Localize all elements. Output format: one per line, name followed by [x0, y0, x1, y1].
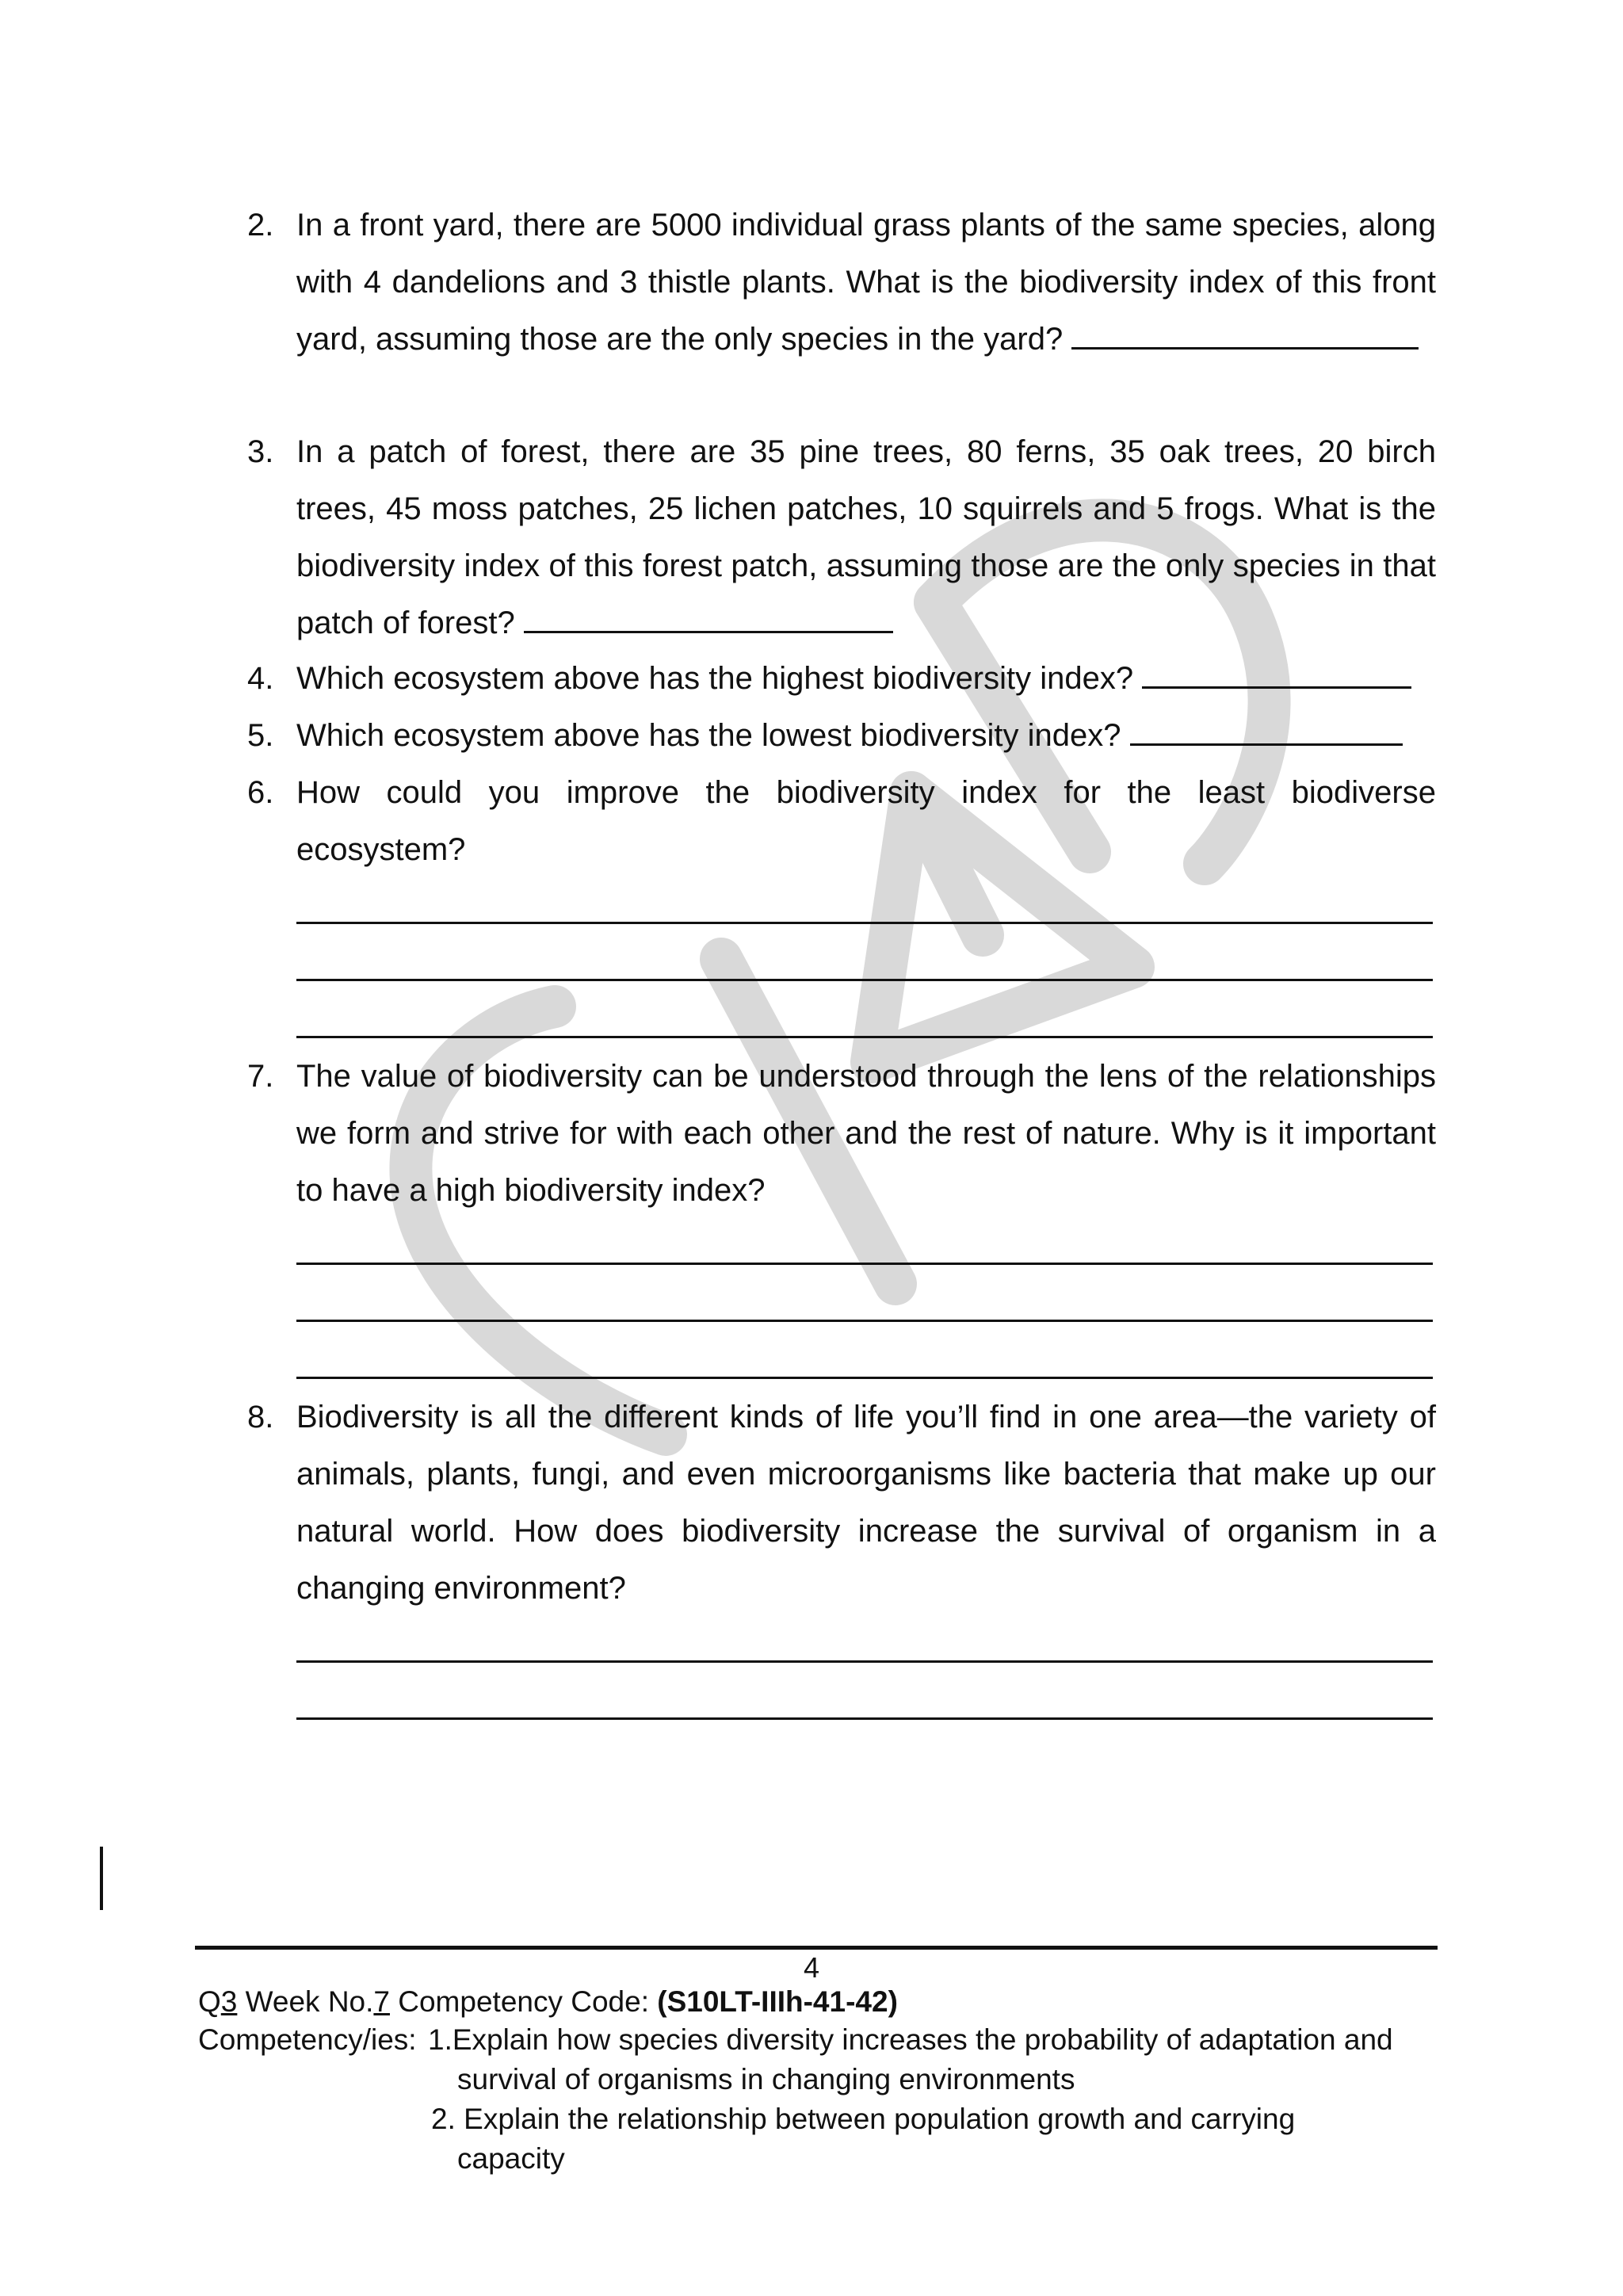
question-2: [247, 197, 1436, 368]
question-text-wrapper: [296, 707, 1436, 764]
question-text: The value of biodiversity can be understood through the lens of the relationships we form and strive for with each other and the rest of nature. Why is it important to have a high biodiversity index?: [296, 1059, 1436, 1208]
question-number: 6.: [247, 775, 274, 810]
question-text: In a front yard, there are 5000 individual grass plants of the same species, along with 4 dandelions and 3 thistle plants. What is the biodiversity index of this front yard, assuming those are the only species in the yard?: [296, 208, 1436, 357]
question-text-wrapper: [296, 650, 1436, 707]
answer-blank[interactable]: [1071, 315, 1419, 350]
competency-code-label: Competency Code:: [389, 1985, 658, 2018]
competencies-label: Competency/ies:: [198, 2023, 417, 2056]
page-number: 4: [803, 1951, 820, 1984]
question-4: [247, 650, 1436, 707]
question-number: 5.: [247, 718, 274, 753]
week-label: Week No.: [237, 1985, 374, 2018]
answer-blank[interactable]: [1142, 655, 1411, 689]
question-number: 7.: [247, 1059, 274, 1094]
competency-1-line-2: survival of organisms in changing environments: [457, 2063, 1075, 2095]
question-text: Which ecosystem above has the lowest biodiversity index?: [296, 718, 1121, 753]
answer-line[interactable]: [296, 1036, 1433, 1038]
question-text: In a patch of forest, there are 35 pine trees, 80 ferns, 35 oak trees, 20 birch trees, 45 moss patches, 25 lichen patches, 10 squirrels and 5 frogs. What is the biodiversity index of this forest patch, assuming those are the only species in that patch of forest?: [296, 434, 1436, 640]
question-text-wrapper: [296, 197, 1436, 368]
text-cursor-bar: [100, 1847, 103, 1910]
competency-1-line-1: 1.Explain how species diversity increases the probability of adaptation and: [428, 2023, 1393, 2056]
week-number: 7: [373, 1985, 390, 2018]
question-7: [247, 1048, 1436, 1219]
question-5: [247, 707, 1436, 764]
question-number: 8.: [247, 1400, 274, 1435]
answer-blank[interactable]: [524, 599, 893, 633]
question-number: 2.: [247, 208, 274, 243]
answer-line[interactable]: [296, 979, 1433, 981]
answer-line[interactable]: [296, 1377, 1433, 1379]
question-8: [247, 1389, 1436, 1617]
answer-blank[interactable]: [1130, 712, 1403, 746]
quarter-prefix: Q: [198, 1985, 221, 2018]
competency-code: (S10LT-IIIh-41-42): [657, 1985, 898, 2018]
competency-2-line-2: capacity: [457, 2142, 565, 2175]
question-text: Biodiversity is all the different kinds of life you’ll find in one area—the variety of animals, plants, fungi, and even microorganisms like bacteria that make up our natural world. How does biodiversity increase the survival of organism in a changing environment?: [296, 1400, 1436, 1606]
question-text-wrapper: [296, 423, 1436, 651]
quarter-number: 3: [220, 1985, 238, 2018]
answer-line[interactable]: [296, 1320, 1433, 1322]
question-number: 4.: [247, 661, 274, 696]
answer-line[interactable]: [296, 1717, 1433, 1720]
answer-line[interactable]: [296, 1263, 1433, 1265]
question-6: [247, 764, 1436, 878]
footer-rule: [195, 1946, 1438, 1950]
question-3: [247, 423, 1436, 651]
question-number: 3.: [247, 434, 274, 469]
competency-2-line-1: 2. Explain the relationship between population growth and carrying: [431, 2103, 1296, 2135]
question-text: Which ecosystem above has the highest biodiversity index?: [296, 661, 1134, 696]
answer-line[interactable]: [296, 922, 1433, 924]
footer-week-line: [198, 1983, 898, 2021]
answer-line[interactable]: [296, 1660, 1433, 1663]
question-text: How could you improve the biodiversity index for the least biodiverse ecosystem?: [296, 775, 1436, 867]
